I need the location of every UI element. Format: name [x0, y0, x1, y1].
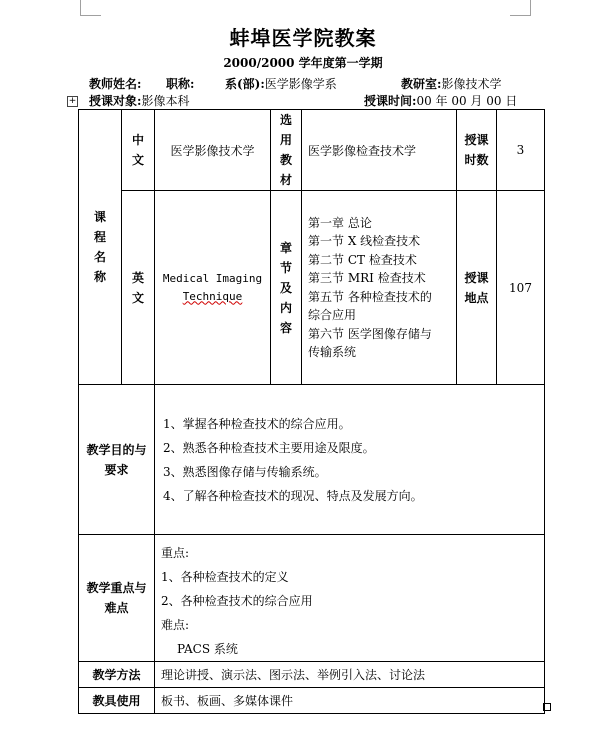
office-field: 教研室:影像技术学	[401, 77, 502, 91]
list-item: 第二节 CT 检查技术	[308, 252, 417, 267]
english-label: 英 文	[122, 191, 155, 385]
goals-list	[155, 385, 545, 535]
table-resize-handle-icon[interactable]	[543, 703, 551, 711]
teaching-hours-label: 授课 时数	[457, 110, 497, 191]
list-item: 2、熟悉各种检查技术主要用途及限度。	[163, 440, 375, 455]
list-item: 第三节 MRI 检查技术	[308, 271, 426, 285]
list-item: PACS 系统	[177, 642, 238, 656]
audience-field: 授课对象:影像本科	[89, 94, 190, 108]
goals-label: 教学目的与 要求	[79, 385, 155, 535]
page-title: 蚌埠医学院教案	[229, 26, 377, 50]
tools-value: 板书、板画、多媒体课件	[155, 688, 545, 714]
list-item: 2、各种检查技术的综合应用	[161, 594, 313, 608]
semester-subtitle: 2000/2000 学年度第一学期	[223, 56, 383, 70]
crop-mark-top-right	[510, 0, 531, 16]
list-item: 3、熟悉图像存储与传输系统。	[163, 464, 327, 479]
list-item: 1、各种检查技术的定义	[161, 570, 289, 584]
teaching-hours-value: 3	[497, 110, 545, 191]
class-time-field: 授课时间:00 年 00 月 00 日	[364, 94, 518, 108]
textbook-value: 医学影像检查技术学	[302, 110, 457, 191]
chinese-label: 中 文	[122, 110, 155, 191]
department-field: 系(部):医学影像学系	[225, 77, 337, 91]
list-item: 第一章 总论	[308, 215, 372, 230]
list-item: 传输系统	[308, 345, 357, 359]
list-item: 综合应用	[308, 308, 357, 322]
lesson-plan-table	[78, 109, 545, 714]
tools-label: 教具使用	[79, 688, 155, 714]
methods-value: 理论讲授、演示法、图示法、举例引入法、讨论法	[155, 662, 545, 688]
table-move-handle-icon[interactable]: +	[68, 96, 77, 106]
list-item: 1、掌握各种检查技术的综合应用。	[163, 416, 351, 431]
list-item: 难点:	[161, 618, 190, 632]
crop-mark-top-left	[80, 0, 101, 16]
list-item: 第五节 各种检查技术的	[308, 289, 432, 304]
course-name-label: 课 程 名 称	[79, 110, 122, 385]
job-title-field: 职称:	[166, 77, 195, 91]
textbook-label: 选 用 教 材	[271, 110, 302, 191]
list-item: 第一节 X 线检查技术	[308, 234, 421, 248]
key-points-list	[155, 535, 545, 662]
chapters-label: 章 节 及 内 容	[271, 191, 302, 385]
key-points-label: 教学重点与 难点	[79, 535, 155, 662]
chinese-course-name: 医学影像技术学	[155, 110, 271, 191]
list-item: 第六节 医学图像存储与	[308, 326, 432, 341]
class-place-value: 107	[497, 191, 545, 385]
class-place-label: 授课 地点	[457, 191, 497, 385]
teacher-name-field: 教师姓名:	[89, 77, 142, 91]
chapters-list	[302, 191, 457, 385]
list-item: 重点:	[161, 546, 190, 560]
methods-label: 教学方法	[79, 662, 155, 688]
list-item: 4、了解各种检查技术的现况、特点及发展方向。	[163, 488, 423, 503]
english-course-name: Medical Imaging Technique	[155, 191, 271, 385]
